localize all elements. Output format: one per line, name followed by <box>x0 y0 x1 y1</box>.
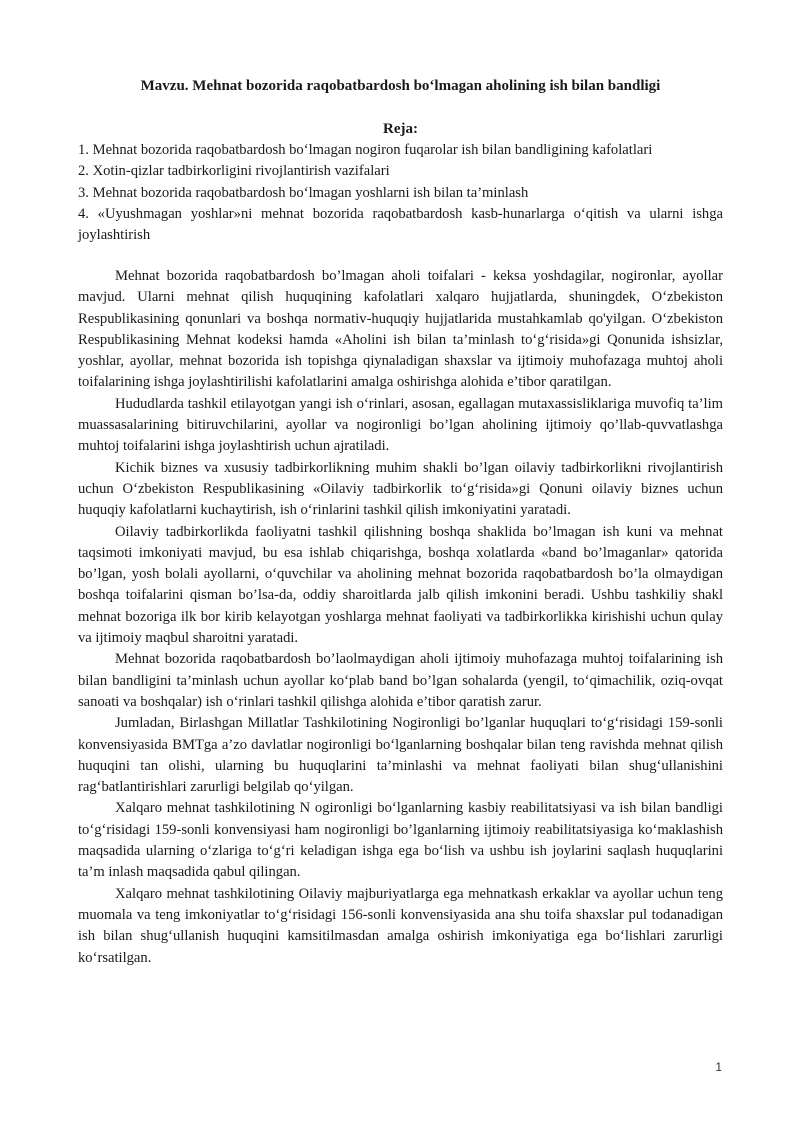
paragraph: Mehnat bozorida raqobatbardosh bo’lmagan aholi toifalari - keksa yoshdagilar, nogironlar, ayollar mavjud. Ularni mehnat qilish huquqining kafolatlari xalqaro hujjatlarda, shuningdek, O‘zbekiston Respublikasining qonunlari va boshqa normativ-huquqiy hujjatlarida mustahkamlab qo'yilgan. O‘zbekiston Respublikasining Mehnat kodeksi hamda «Aholini ish bilan ta’minlash to‘g‘risida»gi Qonunida ishsizlar, yoshlar, ayollar, mehnat bozorida ish topishga qiynaladigan shaxslar va ijtimoiy muhofazaga muhtoj aholi toifalarining ishga joylashtirilishi kafolatlarini amalga oshirishga alohida e’tibor qaratilgan. <box>78 268 723 391</box>
paragraph: Kichik biznes va xususiy tadbirkorlikning muhim shakli bo’lgan oilaviy tadbirkorlikni rivojlantirish uchun O‘zbekiston Respublikasining «Oilaviy tadbirkorlik to‘g‘risida»gi Qonuni oilaviy biznes uchun huquqiy kafolatlarni kuchaytirish, ish o‘rinlarini tashkil qilish imkoniyatini yaratadi. <box>78 459 723 519</box>
paragraph: Jumladan, Birlashgan Millatlar Tashkilotining Nogironligi bo’lganlar huquqlari to‘g‘risidagi 159-sonli konvensiyasida BMTga a’zo davlatlar nogironligi bo‘lganlarning boshqalar bilan teng ravishda mehnat qilish huquqini tan olishi, ularning bu huquqlarini ta’minlashi va mehnat faoliyati bilan shug‘ullanishini rag‘batlantirishlari zarurligi belgilab qo‘yilgan. <box>78 715 723 796</box>
plan-item: 3. Mehnat bozorida raqobatbardosh bo‘lmagan yoshlarni ish bilan ta’minlash <box>78 184 529 201</box>
paragraph: Mehnat bozorida raqobatbardosh bo’laolmaydigan aholi ijtimoiy muhofazaga muhtoj toifalarining ish bilan bandligini ta’minlash uchun ayollar ko‘plab band bo’lgan sohalarda (yengil, to‘qimachilik, oziq-ovqat sanoati va boshqalar) ish o‘rinlari tashkil qilishga alohida e’tibor qaratish zarur. <box>78 651 723 710</box>
paragraph: Hududlarda tashkil etilayotgan yangi ish o‘rinlari, asosan, egallagan mutaxassisliklariga muvofiq ta’lim muassasalarining bitiruvchilarini, ayollar va nogironligi bo’lgan aholining ijtimoiy qo’llab-quvvatlashga muhtoj toifalarini ishga joylashtirish uchun ajratiladi. <box>78 395 723 455</box>
plan-item: 4. «Uyushmagan yoshlar»ni mehnat bozorida raqobatbardosh kasb-hunarlarga o‘qitish va ularni ishga joylashtirish <box>78 205 723 244</box>
paragraph: Xalqaro mehnat tashkilotining Oilaviy majburiyatlarga ega mehnatkash erkaklar va ayollar uchun teng muomala va teng imkoniyatlar to‘g‘risidagi 156-sonli konvensiyasida ana shu toifa shaxslar pul todanadigan ish bilan shug‘ullanish huquqini kamsitilmasdan amalga oshirish imkoniyatiga ega bo‘lishlari zarurligi ko‘rsatilgan. <box>78 885 723 966</box>
plan-item: 2. Xotin-qizlar tadbirkorligini rivojlantirish vazifalari <box>78 163 390 180</box>
paragraph: Oilaviy tadbirkorlikda faoliyatni tashkil qilishning boshqa shaklida bo’lmagan ish kuni va mehnat taqsimoti imkoniyati mavjud, bu esa ishlab chiqarishga, boshqa xolatlarda «band bo’lmaganlar» qatorida bo’lgan, yosh bolali ayollarni, o‘quvchilar va aholining mehnat bozorida raqobatbardosh bo’la olmaydigan boshqa toifalarini qisman bo’lsa-da, oddiy sharoitlarda jalb qilish imkonini beradi. Ushbu tashkiliy shakl mehnat bozoriga ilk bor kirib kelayotgan yoshlarga mehnat faoliyati va tadbirkorlikka kirishishi uchun qulay va ijtimoiy maqbul sharoitni yaratadi. <box>78 523 723 647</box>
page-number: 1 <box>715 1060 722 1074</box>
plan-item: 1. Mehnat bozorida raqobatbardosh bo‘lmagan nogiron fuqarolar ish bilan bandligining kafolatlari <box>78 142 653 158</box>
plan-heading: Reja: <box>383 121 418 137</box>
plan-list <box>78 140 723 246</box>
body-text <box>78 266 723 969</box>
paragraph: Xalqaro mehnat tashkilotining N ogironligi bo‘lganlarning kasbiy reabilitatsiyasi va ish bilan bandligi to‘g‘risidagi 159-sonli konvensiyasi ham nogironligi bo’lganlarning ijtimoiy reabilitatsiyasiga ko‘maklashish maqsadida ularning o‘zlariga to‘g‘ri keladigan ishga ega bo‘lish va ushbu ish joylarini saqlash huquqlarini ta’m inlash maqsadida qabul qilingan. <box>78 800 723 881</box>
document-title: Mavzu. Mehnat bozorida raqobatbardosh bo‘lmagan aholining ish bilan bandligi <box>140 78 661 94</box>
